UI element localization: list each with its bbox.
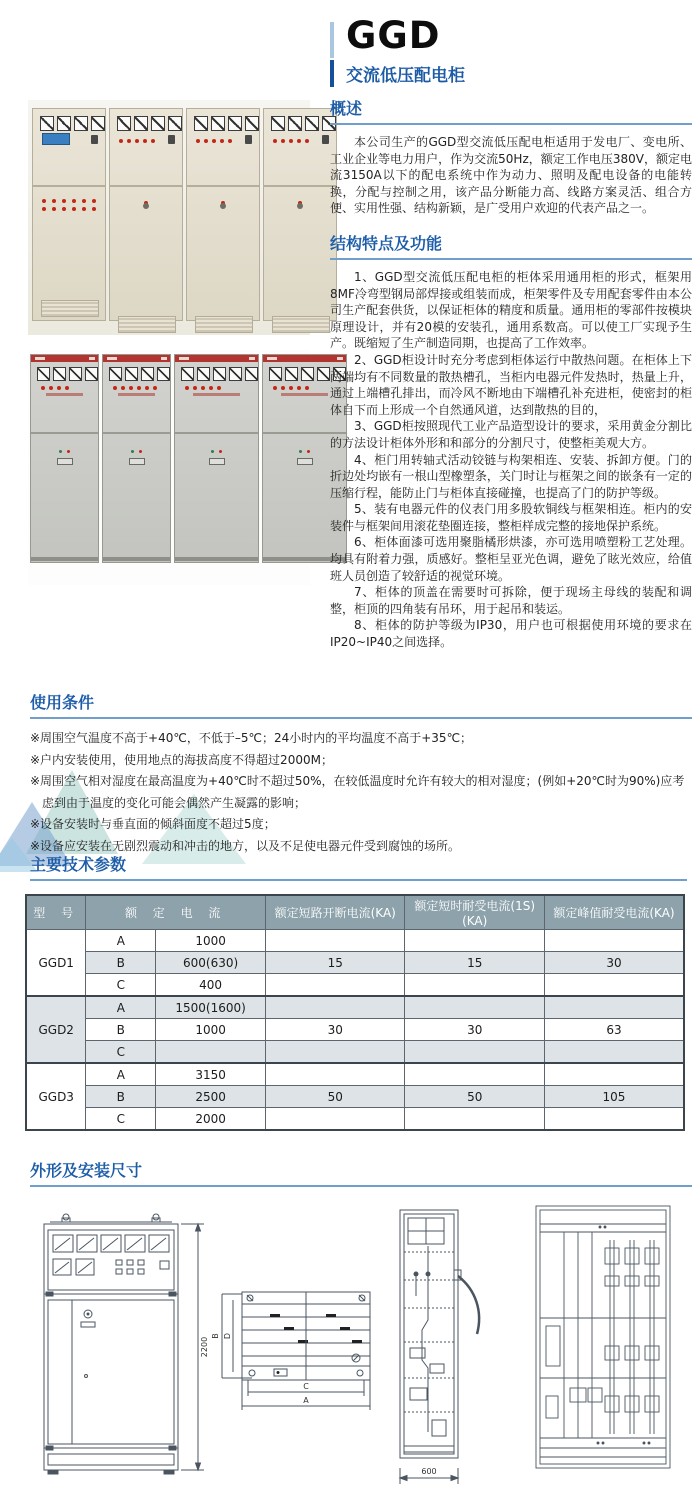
table-row: [26, 1019, 684, 1041]
col-header-model: 型 号: [26, 895, 86, 930]
cell-withstand: 30: [405, 1019, 544, 1041]
table-row: [26, 974, 684, 997]
cabinet-row: [32, 108, 306, 321]
handle-slot: [209, 458, 225, 465]
table-row: [26, 930, 684, 952]
table-row: [26, 1108, 684, 1131]
meter-icons: [264, 109, 336, 131]
title-block: [330, 14, 465, 86]
feature-item: 8、柜体的防护等级为IP30，用户也可根据使用环境的要求在IP20~IP40之间选择。: [330, 618, 692, 650]
col-header-withstand: 额定短时耐受电流(1S) (KA): [405, 895, 544, 930]
door-knob: [143, 203, 149, 209]
cell-letter: A: [86, 996, 156, 1019]
col-header-rated-current: 额 定 电 流: [86, 895, 266, 930]
dim-side-width: 600: [421, 1467, 437, 1476]
col-header-peak: 额定峰值耐受电流(KA): [544, 895, 684, 930]
door-handle: [168, 135, 175, 144]
cell-current: 3150: [156, 1063, 266, 1086]
vent-grille: [41, 300, 99, 317]
dim-plan-d: D: [223, 1332, 232, 1340]
cell-peak: [544, 974, 684, 997]
meter-icons: [103, 362, 170, 381]
cell-withstand: [405, 1041, 544, 1064]
cell-letter: A: [86, 930, 156, 952]
section-parameters-title: 主要技术参数: [30, 852, 687, 881]
feature-item: 3、GGD柜按照现代工业产品造型设计的要求，采用黄金分割比的方法设计柜体外形和和部分的分割尺寸，使整柜美观大方。: [330, 419, 692, 450]
cell-breaking: 15: [266, 952, 405, 974]
label-strip: [193, 393, 239, 396]
cell-peak: [544, 1041, 684, 1064]
cell-breaking: [266, 1041, 405, 1064]
door-handle: [245, 135, 252, 144]
cabinet: [30, 354, 99, 563]
product-name: 交流低压配电柜: [346, 66, 465, 86]
door-handle: [91, 135, 98, 144]
feature-item: 4、柜门用转轴式活动铰链与构架相连、安装、拆卸方便。门的折边处均嵌有一根山型橡塑条，关门时让与框架之间的嵌条有一定的压缩行程，能防止门与柜体直接碰撞，也提高了门的防护等级。: [330, 452, 692, 500]
cell-breaking: [266, 930, 405, 952]
feature-item: 6、柜体面漆可选用聚脂橘形烘漆，亦可选用喷塑粉工艺处理。均具有附着力强，质感好。整柜呈亚光色调，避免了眩光效应，给值班人员创造了较舒适的视觉环境。: [330, 535, 692, 583]
label-plate: [42, 133, 70, 145]
cabinet: [32, 108, 106, 321]
cell-breaking: [266, 1108, 405, 1131]
cell-current: [156, 1041, 266, 1064]
meter-icons: [187, 109, 259, 131]
kick-plate: [175, 557, 258, 561]
product-photo-bottom: [28, 350, 310, 585]
door-handle: [322, 135, 329, 144]
cell-current: 1000: [156, 1019, 266, 1041]
section-dimensions-title: 外形及安装尺寸: [30, 1158, 692, 1187]
condition-item: ※设备安装时与垂直面的倾斜面度不超过5度；: [30, 817, 276, 831]
cell-withstand: [405, 996, 544, 1019]
table-row: [26, 1086, 684, 1108]
cell-letter: C: [86, 974, 156, 997]
drawing-plan-view: [208, 1284, 386, 1419]
section-features-title: 结构特点及功能: [330, 231, 692, 260]
label-strip: [46, 393, 84, 396]
cell-current: 400: [156, 974, 266, 997]
cabinet: [263, 108, 337, 321]
table-row: [26, 1041, 684, 1064]
cell-withstand: [405, 974, 544, 997]
product-code: GGD: [346, 14, 441, 57]
meter-icons: [110, 109, 182, 131]
cabinet-row: [30, 354, 308, 563]
drawing-side-view: [388, 1200, 500, 1496]
product-photo-top: [28, 100, 310, 335]
indicator-lights: [175, 381, 258, 390]
door-knob: [297, 203, 303, 209]
kick-plate: [31, 557, 98, 561]
cell-withstand: [405, 1063, 544, 1086]
drawing-front-view: [26, 1208, 216, 1493]
cell-breaking: 50: [266, 1086, 405, 1108]
meter-icons: [31, 362, 98, 381]
section-overview-title: 概述: [330, 96, 692, 125]
cell-letter: A: [86, 1063, 156, 1086]
indicator-lights: [31, 381, 98, 390]
handle-slot: [129, 458, 145, 465]
dim-plan-a: A: [303, 1396, 309, 1405]
kick-plate: [103, 557, 170, 561]
cell-letter: C: [86, 1041, 156, 1064]
cell-peak: 105: [544, 1086, 684, 1108]
status-lights: [31, 434, 98, 453]
table-row: [26, 996, 684, 1019]
cell-model: GGD2: [26, 996, 86, 1063]
cell-letter: C: [86, 1108, 156, 1131]
meter-icons: [175, 362, 258, 381]
cell-peak: 30: [544, 952, 684, 974]
status-lights: [103, 434, 170, 453]
title-accent-bar-dark: [330, 60, 334, 87]
drawing-rear-view: [530, 1200, 678, 1485]
cell-model: GGD1: [26, 930, 86, 997]
section-conditions-title: 使用条件: [30, 690, 692, 719]
cabinet: [109, 108, 183, 321]
cell-current: 2500: [156, 1086, 266, 1108]
vent-grille: [195, 316, 253, 333]
cell-peak: [544, 1108, 684, 1131]
feature-item: 1、GGD型交流低压配电柜的柜体采用通用柜的形式，框架用 8MF冷弯型钢局部焊接或组装而成，柜架零件及专用配套零件由本公司生产配套供货，以保证柜体的精度和质量。通用柜的零部件按模块原理设计，并有20模的安装孔，通用系数高。可以使工厂实现予生产。既缩短了生产制造同期，也提高了工作效率。: [330, 269, 692, 351]
cell-current: 1500(1600): [156, 996, 266, 1019]
feature-item: 2、GGD柜设计时充分考虑到柜体运行中散热问题。在柜体上下两端均有不同数量的散热槽孔，当柜内电器元件发热时，热量上升，通过上端槽孔排出，而冷风不断地由下端槽孔补充进柜，使密封的柜体自下而上形成一个自然通风道，达到散热的目的，: [330, 352, 692, 417]
cell-peak: [544, 996, 684, 1019]
cell-model: GGD3: [26, 1063, 86, 1130]
vent-grille: [272, 316, 330, 333]
handle-slot: [297, 458, 313, 465]
col-header-breaking: 额定短路开断电流(KA): [266, 895, 405, 930]
cell-peak: [544, 930, 684, 952]
indicator-lights: [103, 381, 170, 390]
section-dimensions: [30, 1158, 692, 1196]
cell-peak: [544, 1063, 684, 1086]
cell-peak: 63: [544, 1019, 684, 1041]
overview-paragraph: 本公司生产的GGD型交流低压配电柜适用于发电厂、变电所、工业企业等电力用户，作为交流50Hz，额定工作电压380V，额定电流3150A以下的配电系统中作为动力、照明及配电设备的电能转换，分配与控制之用，该产品分断能力高、线路方案灵活、组合方便、实用性强、结构新颖，是广受用户欢迎的代表产品之一。: [330, 135, 692, 216]
cell-breaking: [266, 1063, 405, 1086]
door-knob: [220, 203, 226, 209]
table-row: [26, 1063, 684, 1086]
title-accent-bar-light: [330, 22, 334, 58]
table-row: [26, 952, 684, 974]
cell-withstand: [405, 1108, 544, 1131]
cell-breaking: 30: [266, 1019, 405, 1041]
parameters-table: [25, 894, 685, 1131]
dim-front-height: 2200: [200, 1336, 209, 1358]
conditions-list: [30, 728, 692, 857]
cell-current: 2000: [156, 1108, 266, 1131]
cabinet: [186, 108, 260, 321]
handle-slot: [57, 458, 73, 465]
table-header-row: [26, 895, 684, 930]
meter-icons: [33, 109, 105, 131]
vent-grille: [118, 316, 176, 333]
cabinet: [174, 354, 259, 563]
cell-current: 600(630): [156, 952, 266, 974]
feature-item: 5、装有电器元件的仪表门用多股软铜线与框架相连。柜内的安装件与框架间用滚花垫圈连接，整柜样成完整的接地保护系统。: [330, 502, 692, 533]
red-nameplate-strip: [103, 355, 170, 362]
cell-letter: B: [86, 1019, 156, 1041]
cell-withstand: [405, 930, 544, 952]
text-column: [330, 96, 692, 651]
condition-item: ※周围空气温度不高于+40℃，不低于–5℃；24小时内的平均温度不高于+35℃；: [30, 731, 473, 745]
section-conditions: [30, 690, 692, 857]
cell-letter: B: [86, 1086, 156, 1108]
section-parameters: [25, 852, 692, 1131]
condition-item: ※周围空气相对湿度在最高温度为+40℃时不超过50%，在较低温度时允许有较大的相对湿度；(例如+20℃时为90%)应考虑到由于温度的变化可能会偶然产生凝露的影响；: [30, 774, 685, 810]
red-nameplate-strip: [175, 355, 258, 362]
label-strip: [118, 393, 156, 396]
red-nameplate-strip: [31, 355, 98, 362]
cell-breaking: [266, 996, 405, 1019]
label-strip: [281, 393, 327, 396]
status-lights: [175, 434, 258, 453]
condition-item: ※户内安装使用，使用地点的海拔高度不得超过2000M；: [30, 752, 333, 767]
cabinet: [102, 354, 171, 563]
indicator-lights: [42, 199, 98, 211]
cell-withstand: 15: [405, 952, 544, 974]
cell-breaking: [266, 974, 405, 997]
condition-item: ※设备应安装在无剧烈震动和冲击的地方，以及不足使电器元件受到腐蚀的场所。: [30, 838, 461, 853]
cell-withstand: 50: [405, 1086, 544, 1108]
dim-plan-b: B: [211, 1333, 220, 1339]
cell-letter: B: [86, 952, 156, 974]
feature-item: 7、柜体的顶盖在需要时可拆除，便于现场主母线的装配和调整，柜顶的四角装有吊环，用于起吊和装运。: [330, 585, 692, 616]
dim-plan-c: C: [303, 1382, 309, 1391]
cell-current: 1000: [156, 930, 266, 952]
